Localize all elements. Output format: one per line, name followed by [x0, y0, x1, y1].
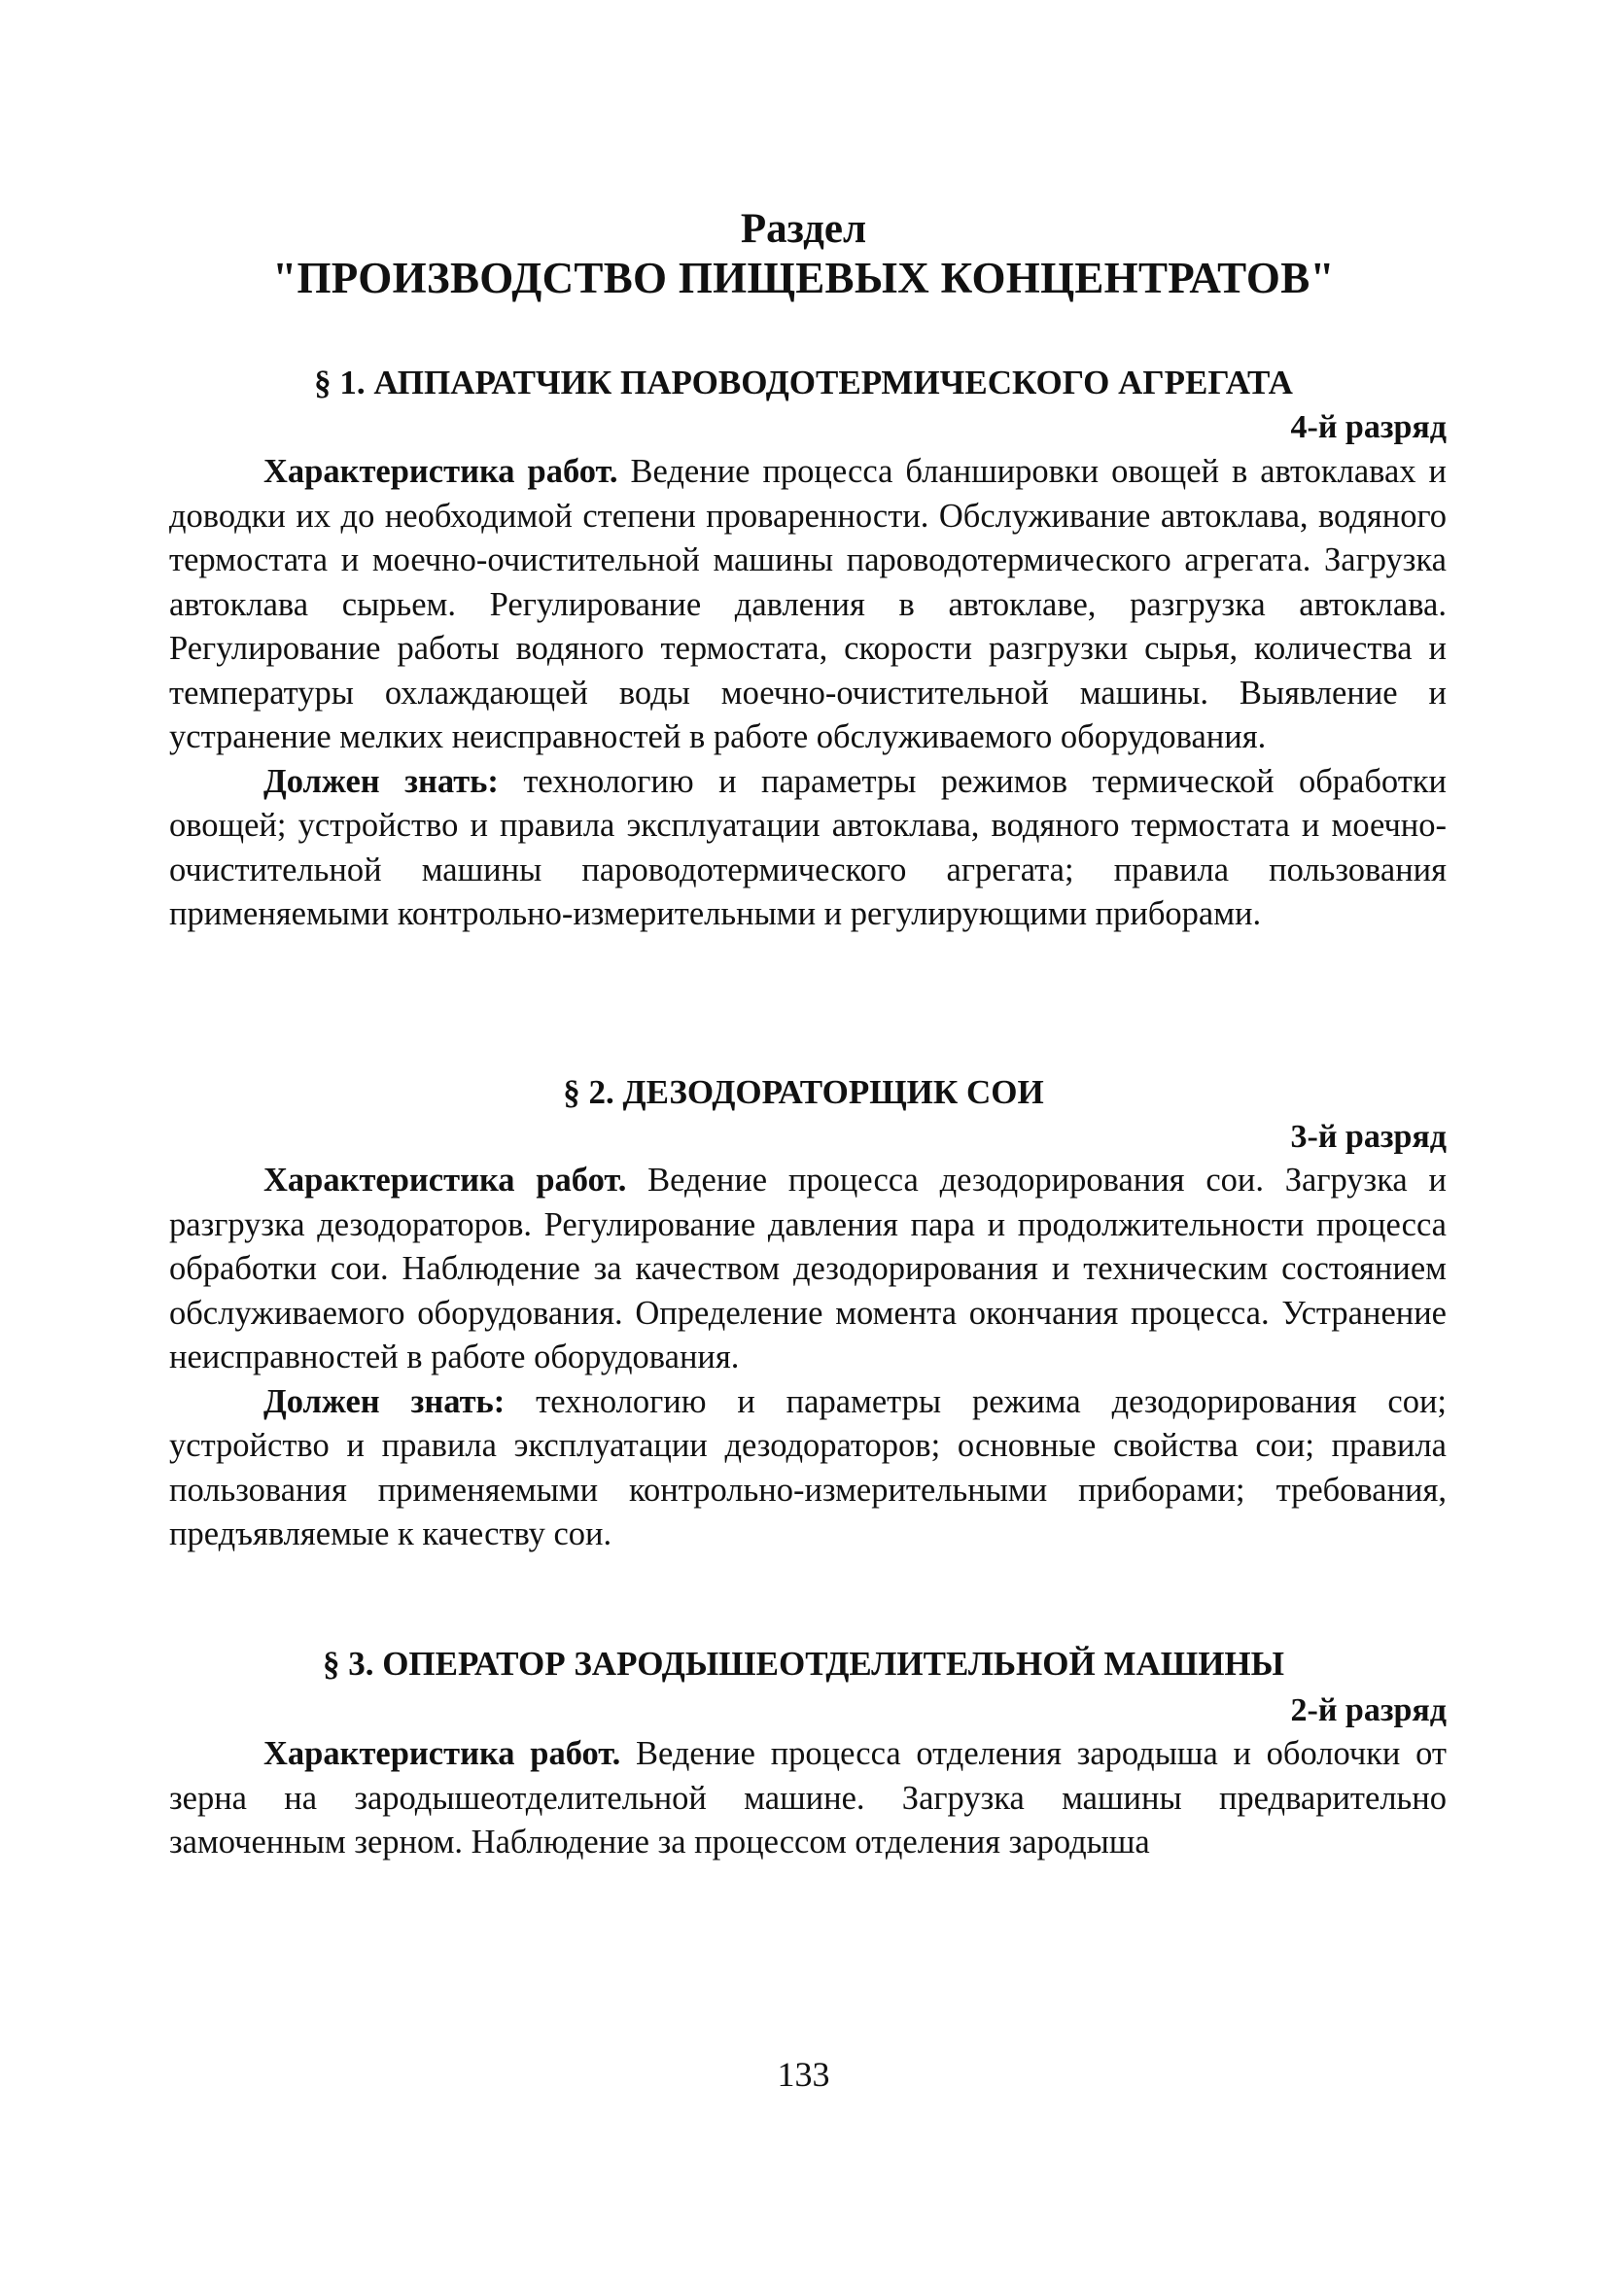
paragraph-2-title: § 2. ДЕЗОДОРАТОРЩИК СОИ: [563, 1073, 1044, 1111]
work-characteristics-text: Ведение процесса бланшировки овощей в автоклавах и доводки их до необходимой степени проваренности. Обслуживание автоклава, водяного термостата и моечно-очистительной машины пароводотермического агрегата. Загрузка автоклава сырьем. Регулирование давления в автоклаве, разгрузка автоклава. Регулирование работы водяного термостата, скорости разгрузки сырья, количества и температуры охлаждающей воды моечно-очистительной машины. Выявление и устранение мелких неисправностей в работе обслуживаемого оборудования.: [169, 453, 1447, 755]
paragraph-2-knowledge: [169, 1380, 1447, 1557]
must-know-text: технологию и параметры режима дезодорирования сои; устройство и правила эксплуатации дезодораторов; основные свойства сои; правила пользования применяемыми контрольно-измерительными приборами; требования, предъявляемые к качеству сои.: [169, 1382, 1447, 1552]
section-title: "ПРОИЗВОДСТВО ПИЩЕВЫХ КОНЦЕНТРАТОВ": [272, 254, 1335, 302]
paragraph-2-grade: 3-й разряд: [1290, 1119, 1447, 1155]
paragraph-3-title: § 3. ОПЕРАТОР ЗАРОДЫШЕОТДЕЛИТЕЛЬНОЙ МАШИНЫ: [322, 1645, 1285, 1683]
paragraph-2-work-description: [169, 1159, 1447, 1380]
work-characteristics-label: Характеристика работ.: [263, 453, 618, 490]
paragraph-3-body: [169, 1732, 1447, 1865]
work-characteristics-text: Ведение процесса дезодорирования сои. Загрузка и разгрузка дезодораторов. Регулирование давления пара и продолжительности процесса обработки сои. Наблюдение за качеством дезодорирования и техническим состоянием обслуживаемого оборудования. Определение момента окончания процесса. Устранение неисправностей в работе оборудования.: [169, 1162, 1447, 1375]
paragraph-1-grade: 4-й разряд: [1290, 409, 1447, 445]
must-know-label: Должен знать:: [263, 1382, 506, 1420]
work-characteristics-label: Характеристика работ.: [263, 1735, 621, 1772]
paragraph-3-grade: 2-й разряд: [1290, 1692, 1447, 1728]
page-number: 133: [777, 2055, 830, 2094]
paragraph-2-body: [169, 1159, 1447, 1557]
paragraph-3-work-description: [169, 1732, 1447, 1865]
paragraph-1-work-description: [169, 450, 1447, 760]
section-label: Раздел: [740, 206, 867, 252]
must-know-text: технологию и параметры режимов термической обработки овощей; устройство и правила эксплуатации автоклава, водяного термостата и моечно-очистительной машины пароводотермического агрегата; правила пользования применяемыми контрольно-измерительными и регулирующими приборами.: [169, 762, 1447, 932]
paragraph-1-knowledge: [169, 760, 1447, 937]
must-know-label: Должен знать:: [263, 762, 499, 800]
work-characteristics-text: Ведение процесса отделения зародыша и оболочки от зерна на зародышеотделительной машине. Загрузка машины предварительно замоченным зерном. Наблюдение за процессом отделения зародыша: [169, 1735, 1447, 1861]
work-characteristics-label: Характеристика работ.: [263, 1162, 627, 1199]
paragraph-1-body: [169, 450, 1447, 937]
paragraph-1-title: § 1. АППАРАТЧИК ПАРОВОДОТЕРМИЧЕСКОГО АГРЕГАТА: [314, 364, 1293, 401]
